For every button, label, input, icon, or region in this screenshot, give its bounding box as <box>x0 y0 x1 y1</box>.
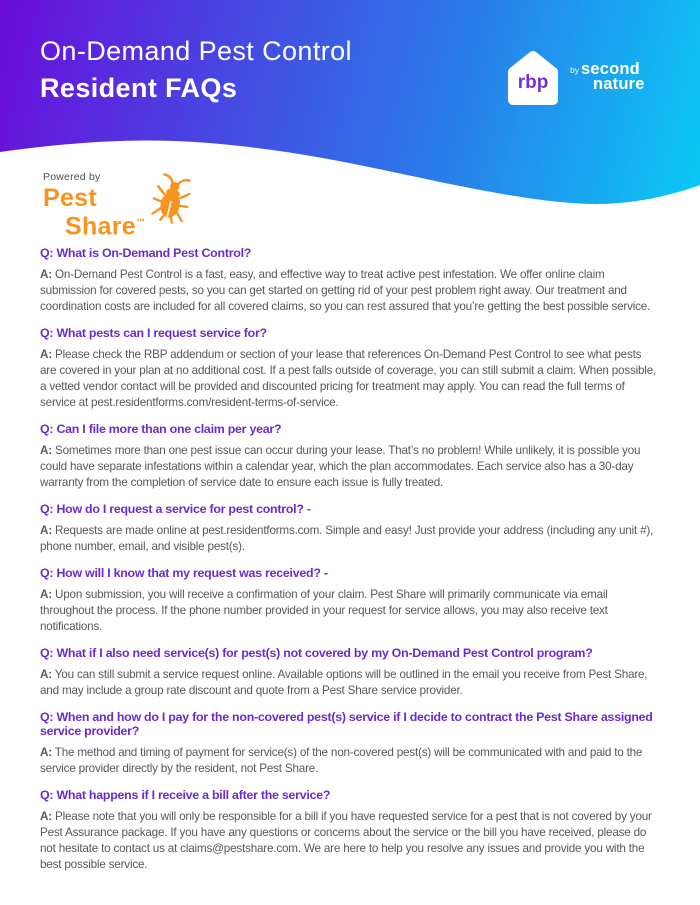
answer-text: Upon submission, you will receive a confirmation of your claim. Pest Share will primarily communicate via email throughout the process. If the phone number provided in your request for service allows, you may also receive text notifications. <box>40 588 608 633</box>
answer-prefix: A: <box>40 810 52 823</box>
faq-answer <box>40 347 660 411</box>
faq-item <box>40 710 660 777</box>
faq-answer <box>40 745 660 777</box>
faq-question: Q: How will I know that my request was received? - <box>40 566 328 580</box>
trademark-symbol: ™ <box>135 217 146 227</box>
second-nature-wordmark <box>570 62 645 92</box>
pestshare-wordmark-share <box>65 210 146 241</box>
answer-text: Sometimes more than one pest issue can occur during your lease. That’s no problem! While unlikely, it is possible you could have separate infestations within a calendar year, which the plan accommodates. Each service also has a 30-day warranty from the completion of service date to ensure each issue is fully treated. <box>40 444 641 489</box>
faq-question: Q: Can I file more than one claim per year? <box>40 422 282 436</box>
powered-by-label: Powered by <box>43 171 101 183</box>
answer-text: The method and timing of payment for service(s) of the non-covered pest(s) will be communicated with and paid to the service provider directly by the resident, not Pest Share. <box>40 746 643 775</box>
faq-answer <box>40 667 660 699</box>
rbp-second-nature-logo <box>503 47 645 113</box>
faq-answer <box>40 587 660 635</box>
faq-item <box>40 646 660 699</box>
faq-item <box>40 566 660 635</box>
brand-second: second <box>580 60 640 78</box>
faq-question: Q: What if I also need service(s) for pest(s) not covered by my On-Demand Pest Control program? <box>40 646 593 660</box>
faq-answer <box>40 267 660 315</box>
faq-question: Q: When and how do I pay for the non-covered pest(s) service if I decide to contract the Pest Share assigned service provider? <box>40 710 653 738</box>
faq-question: Q: What pests can I request service for? <box>40 326 267 340</box>
pestshare-logo <box>43 171 191 241</box>
answer-text: On-Demand Pest Control is a fast, easy, and effective way to treat active pest infestation. We offer online claim submission for covered pests, so you can get started on getting rid of your pest problem right away. Our treatment and coordination costs are included for all covered claims, so you can rest assured that you’re getting the best possible service. <box>40 268 651 313</box>
faq-item <box>40 502 660 555</box>
brand-nature: nature <box>592 75 645 93</box>
answer-prefix: A: <box>40 348 52 361</box>
answer-text: Please check the RBP addendum or section of your lease that references On-Demand Pest Control to see what pests are covered in your plan at no additional cost. If a pest falls outside of coverage, you can still submit a claim. When possible, a vetted vendor contact will be provided and discounted pricing for treatment may apply. You can read the full terms of service at pest.residentforms.com/resident-terms-of-service. <box>40 348 657 409</box>
answer-text: Please note that you will only be responsible for a bill if you have requested service for a pest that is not covered by your Pest Assurance package. If you have any questions or concerns about the service or the bill you have received, please do not hesitate to contact us at claims@pestshare.com. We are here to help you resolve any issues and provide you with the best possible service. <box>40 810 652 871</box>
page-title-line1: On-Demand Pest Control <box>40 36 352 66</box>
page-title-line2: Resident FAQs <box>40 73 238 103</box>
header-banner <box>0 0 700 241</box>
answer-prefix: A: <box>40 524 52 537</box>
rbp-logo-text: rbp <box>517 72 549 93</box>
faq-list <box>40 246 660 873</box>
faq-item <box>40 422 660 491</box>
answer-text: You can still submit a service request online. Available options will be outlined in the email you receive from Pest Share, and may include a group rate discount and quote from a Pest Share service provider. <box>40 668 648 697</box>
faq-item <box>40 326 660 411</box>
rbp-home-badge-icon <box>503 47 563 113</box>
answer-text: Requests are made online at pest.residentforms.com. Simple and easy! Just provide your address (including any unit #), phone number, email, and visible pest(s). <box>40 524 654 553</box>
faq-answer <box>40 523 660 555</box>
faq-answer <box>40 809 660 873</box>
faq-item <box>40 788 660 873</box>
page-title <box>40 33 352 107</box>
answer-prefix: A: <box>40 444 52 457</box>
faq-question: Q: How do I request a service for pest control? - <box>40 502 311 516</box>
answer-prefix: A: <box>40 668 52 681</box>
answer-prefix: A: <box>40 268 52 281</box>
faq-item <box>40 246 660 315</box>
byline-by: by <box>570 65 579 75</box>
faq-answer <box>40 443 660 491</box>
faq-question: Q: What is On-Demand Pest Control? <box>40 246 252 260</box>
answer-prefix: A: <box>40 588 52 601</box>
answer-prefix: A: <box>40 746 52 759</box>
pestshare-wordmark-pest: Pest <box>43 184 98 212</box>
faq-content <box>0 220 700 873</box>
faq-question: Q: What happens if I receive a bill after the service? <box>40 788 331 802</box>
pestshare-wordmark-share-text: Share <box>65 212 136 241</box>
